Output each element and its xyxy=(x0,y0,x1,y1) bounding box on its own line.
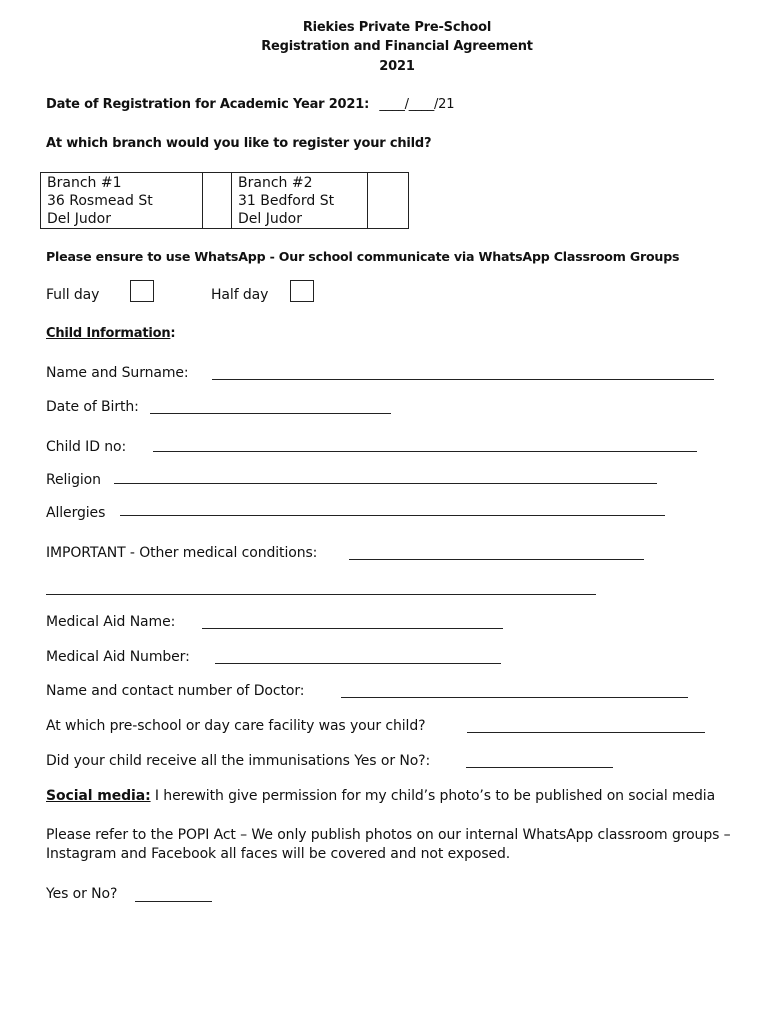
medical-aid-number-field[interactable] xyxy=(215,663,501,664)
medical-conditions-field-line-2[interactable] xyxy=(46,594,596,595)
name-surname-field[interactable] xyxy=(212,379,714,380)
immunisations-field[interactable] xyxy=(466,767,613,768)
branch-1-area: Del Judor xyxy=(47,211,111,227)
immunisations-label: Did your child receive all the immunisations Yes or No?: xyxy=(46,753,431,769)
name-surname-label: Name and Surname: xyxy=(46,365,189,381)
full-day-label: Full day xyxy=(46,287,100,303)
branch-1-cell xyxy=(41,173,203,229)
branch-2-area: Del Judor xyxy=(238,211,302,227)
doctor-field[interactable] xyxy=(341,697,688,698)
child-info-heading-row xyxy=(46,326,175,341)
branch-table xyxy=(40,172,409,229)
doctor-label: Name and contact number of Doctor: xyxy=(46,683,305,699)
medical-conditions-field[interactable] xyxy=(349,559,644,560)
popi-act-notice: Please refer to the POPI Act – We only publish photos on our internal WhatsApp classroom groups – Instagram and Facebook all faces will be covered and not exposed. xyxy=(46,827,731,862)
social-media-permission xyxy=(46,787,736,806)
child-id-field[interactable] xyxy=(153,451,697,452)
registration-date-row xyxy=(46,97,454,112)
branch-question: At which branch would you like to register your child? xyxy=(46,136,432,151)
social-media-consent-label: Yes or No? xyxy=(46,886,118,902)
social-media-consent-field[interactable] xyxy=(135,901,212,902)
registration-date-label: Date of Registration for Academic Year 2021: xyxy=(46,97,370,112)
half-day-label: Half day xyxy=(211,287,269,303)
medical-conditions-label: IMPORTANT - Other medical conditions: xyxy=(46,545,318,561)
dob-field[interactable] xyxy=(150,413,391,414)
branch-2-name: Branch #2 xyxy=(238,175,313,191)
child-info-heading: Child Information xyxy=(46,326,171,341)
child-info-heading-colon: : xyxy=(170,326,176,341)
branch-1-name: Branch #1 xyxy=(47,175,122,191)
medical-aid-name-label: Medical Aid Name: xyxy=(46,614,176,630)
branch-1-street: 36 Rosmead St xyxy=(47,193,153,209)
document-title: Registration and Financial Agreement xyxy=(261,39,533,54)
branch-2-checkbox-cell[interactable] xyxy=(368,173,409,229)
allergies-field[interactable] xyxy=(120,515,665,516)
branch-1-checkbox-cell[interactable] xyxy=(203,173,232,229)
medical-aid-number-label: Medical Aid Number: xyxy=(46,649,190,665)
allergies-label: Allergies xyxy=(46,505,106,521)
religion-label: Religion xyxy=(46,472,101,488)
social-media-heading: Social media: xyxy=(46,788,151,804)
social-media-permission-text: I herewith give permission for my child’s photo’s to be published on social media xyxy=(150,788,716,804)
dob-label: Date of Birth: xyxy=(46,399,139,415)
religion-field[interactable] xyxy=(114,483,657,484)
whatsapp-notice: Please ensure to use WhatsApp - Our school communicate via WhatsApp Classroom Groups xyxy=(46,249,680,264)
previous-facility-field[interactable] xyxy=(467,732,705,733)
child-id-label: Child ID no: xyxy=(46,439,127,455)
half-day-checkbox[interactable] xyxy=(290,280,314,302)
full-day-checkbox[interactable] xyxy=(130,280,154,302)
registration-date-field[interactable]: ____/____/21 xyxy=(379,97,455,112)
branch-2-cell xyxy=(232,173,368,229)
document-year: 2021 xyxy=(379,59,415,74)
branch-2-street: 31 Bedford St xyxy=(238,193,335,209)
school-name: Riekies Private Pre-School xyxy=(302,20,492,35)
medical-aid-name-field[interactable] xyxy=(202,628,503,629)
previous-facility-label: At which pre-school or day care facility was your child? xyxy=(46,718,426,734)
